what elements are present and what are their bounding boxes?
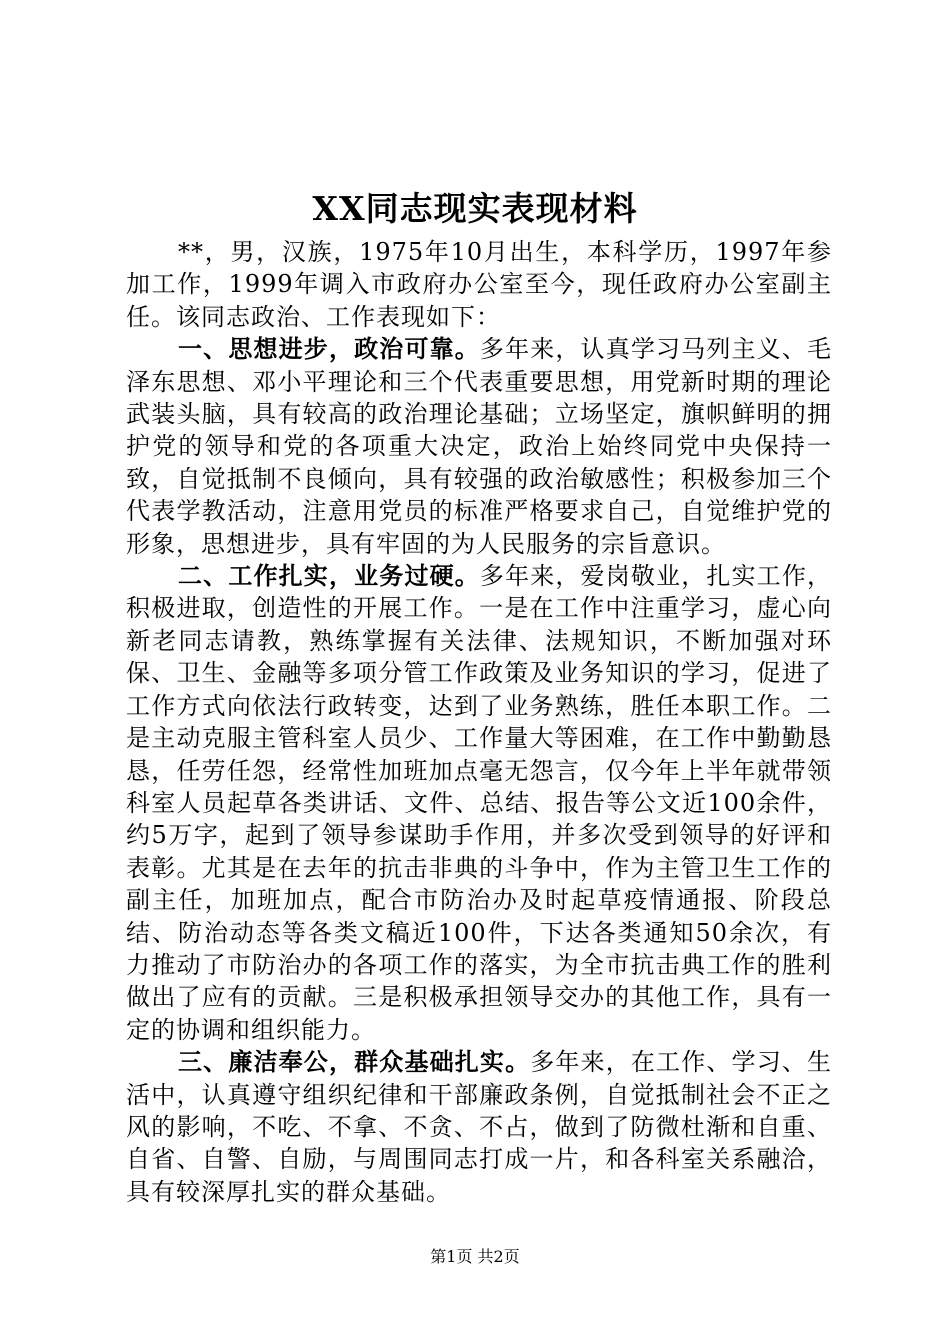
section-text-3: 多年来，在工作、学习、生活中，认真遵守组织纪律和干部廉政条例，自觉抵制社会不正之风的影响，不吃、不拿、不贪、不占，做到了防微杜渐和自重、自省、自警、自励，与周围同志打成一片，和各科室关系融洽，具有较深厚扎实的群众基础。 bbox=[126, 1048, 833, 1206]
section-paragraph-1 bbox=[126, 333, 832, 560]
intro-paragraph: **，男，汉族，1975年10月出生，本科学历，1997年参加工作，1999年调入市政府办公室至今，现任政府办公室副主任。该同志政治、工作表现如下： bbox=[126, 238, 832, 331]
section-heading-1: 一、思想进步，政治可靠。 bbox=[178, 334, 480, 364]
section-heading-2: 二、工作扎实，业务过硬。 bbox=[178, 561, 480, 591]
section-text-2: 多年来，爱岗敬业，扎实工作，积极进取，创造性的开展工作。一是在工作中注重学习，虚心向新老同志请教，熟练掌握有关法律、法规知识，不断加强对环保、卫生、金融等多项分管工作政策及业务知识的学习，促进了工作方式向依法行政转变，达到了业务熟练，胜任本职工作。二是主动克服主管科室人员少、工作量大等困难，在工作中勤勤恳恳，任劳任怨，经常性加班加点毫无怨言，仅今年上半年就带领科室人员起草各类讲话、文件、总结、报告等公文近100余件，约5万字，起到了领导参谋助手作用，并多次受到领导的好评和表彰。尤其是在去年的抗击非典的斗争中，作为主管卫生工作的副主任，加班加点，配合市防治办及时起草疫情通报、阶段总结、防治动态等各类文稿近100件，下达各类通知50余次，有力推动了市防治办的各项工作的落实，为全市抗击典工作的胜利做出了应有的贡献。三是积极承担领导交办的其他工作，具有一定的协调和组织能力。 bbox=[126, 562, 833, 1044]
page-number-footer: 第1页 共2页 bbox=[430, 1247, 520, 1266]
document-body bbox=[126, 236, 832, 1208]
section-text-1: 多年来，认真学习马列主义、毛泽东思想、邓小平理论和三个代表重要思想，用党新时期的理论武装头脑，具有较高的政治理论基础；立场坚定，旗帜鲜明的拥护党的领导和党的各项重大决定，政治上始终同党中央保持一致，自觉抵制不良倾向，具有较强的政治敏感性；积极参加三个代表学教活动，注意用党员的标准严格要求自己，自觉维护党的形象，思想进步，具有牢固的为人民服务的宗旨意识。 bbox=[126, 335, 833, 558]
section-paragraph-3 bbox=[126, 1046, 832, 1208]
section-heading-3: 三、廉洁奉公，群众基础扎实。 bbox=[178, 1047, 531, 1077]
section-paragraph-2 bbox=[126, 560, 832, 1046]
document-title: XX同志现实表现材料 bbox=[312, 189, 638, 228]
